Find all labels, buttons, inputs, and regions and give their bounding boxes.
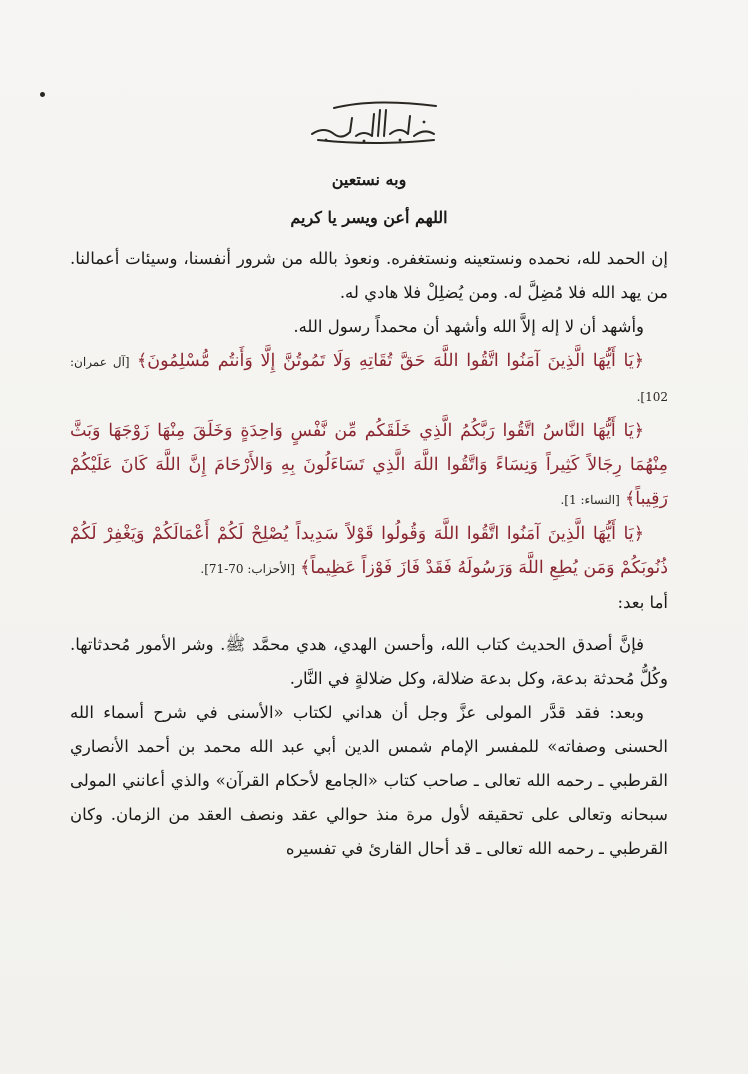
page-dot-mark (40, 92, 45, 97)
verse-reference-3: [الأحزاب: 70-71]. (200, 562, 295, 576)
verse-block-1 (70, 344, 668, 414)
quran-verse-2: ﴿يَا أَيُّهَا النَّاسُ اتَّقُوا رَبَّكُمُ الَّذِي خَلَقَكُم مِّن نَّفْسٍ وَاحِدَةٍ وَخَلَقَ مِنْهَا زَوْجَهَا وَبَثَّ مِنْهُمَا رِجَالاً كَثِيراً وَنِسَاءً وَاتَّقُوا اللَّهَ الَّذِي تَسَاءَلُونَ بِهِ وَالأَرْحَامَ إِنَّ اللَّهَ كَانَ عَلَيْكُمْ رَقِيباً﴾ (70, 421, 668, 509)
paragraph-praise: إن الحمد لله، نحمده ونستعينه ونستغفره. ونعوذ بالله من شرور أنفسنا، وسيئات أعمالنا. من يهد الله فلا مُضِلَّ له. ومن يُضلِلْ فلا هادي له. (70, 249, 668, 302)
paragraph-introduction: وبعد: فقد قدَّر المولى عزَّ وجل أن هداني لكتاب «الأسنى في شرح أسماء الله الحسنى وصفاته» للمفسر الإمام شمس الدين أبي عبد الله محمد بن أحمد الأنصاري القرطبي ـ رحمه الله تعالى ـ صاحب كتاب «الجامع لأحكام القرآن» والذي أعانني المولى سبحانه وتعالى على تحقيقه لأول مرة منذ حوالي عقد ونصف العقد من الزمان. وكان القرطبي ـ رحمه الله تعالى ـ قد أحال القارئ في تفسيره (70, 703, 668, 858)
heading-2: اللهم أعن ويسر يا كريم (290, 208, 448, 227)
paragraph-shahada: وأشهد أن لا إله إلاَّ الله وأشهد أن محمداً رسول الله. (293, 317, 644, 336)
heading-1: وبه نستعين (331, 170, 407, 189)
verse-reference-1: [آل عمران: 102]. (70, 355, 668, 404)
paragraph-amma-baad: أما بعد: (617, 593, 668, 612)
paragraph-hadith: فإنَّ أصدق الحديث كتاب الله، وأحسن الهدي، هدي محمَّد ﷺ. وشر الأمور مُحدثاتها. وكُلُّ مُحدثة بدعة، وكل بدعة ضلالة، وكل ضلالةٍ في النَّار. (70, 635, 668, 688)
verse-block-2 (70, 414, 668, 517)
quran-verse-3: ﴿يَا أَيُّهَا الَّذِينَ آمَنُوا اتَّقُوا اللَّهَ وَقُولُوا قَوْلاً سَدِيداً يُصْلِحْ لَكُمْ أَعْمَالَكُمْ وَيَغْفِرْ لَكُمْ ذُنُوبَكُمْ وَمَن يُطِعِ اللَّهَ وَرَسُولَهُ فَقَدْ فَازَ فَوْزاً عَظِيماً﴾ (70, 524, 668, 578)
page-text-block (70, 168, 668, 866)
quran-verse-1: ﴿يَا أَيُّهَا الَّذِينَ آمَنُوا اتَّقُوا اللَّهَ حَقَّ تُقَاتِهِ وَلَا تَمُوتُنَّ إِلَّا وَأَنتُم مُّسْلِمُونَ﴾ (136, 351, 644, 371)
basmala-calligraphy (304, 96, 444, 146)
verse-block-3 (70, 517, 668, 586)
verse-reference-2: [النساء: 1]. (560, 493, 620, 507)
